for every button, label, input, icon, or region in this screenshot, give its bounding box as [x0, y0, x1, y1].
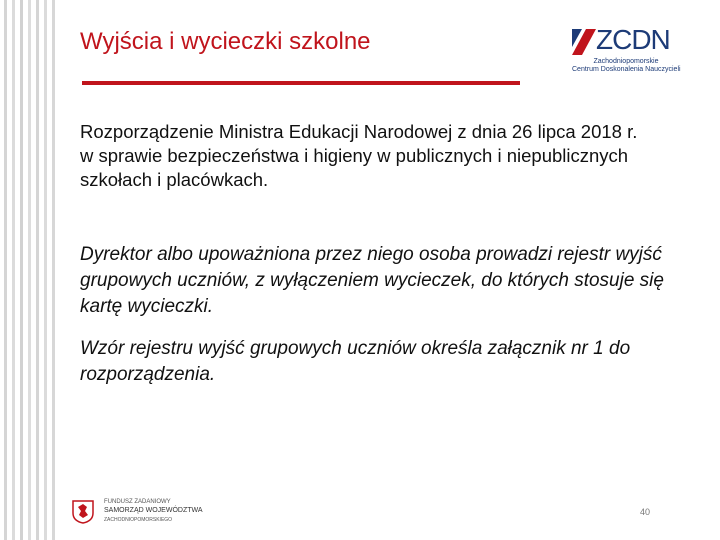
register-paragraph: Dyrektor albo upoważniona przez niego osoba prowadzi rejestr wyjść grupowych uczniów, z wyłączeniem wycieczek, do których stosuje się kartę wycieczki. — [80, 244, 664, 317]
footer-logo-line-1: FUNDUSZ ZADANIOWY — [104, 499, 171, 505]
footer-sponsor-logo — [72, 498, 202, 528]
zcdn-logo-subtitle-1: Zachodniopomorskie — [593, 58, 659, 65]
zcdn-logo-subtitle-2: Centrum Doskonalenia Nauczycieli — [572, 66, 681, 73]
zcdn-logo-letters: ZCDN — [596, 24, 670, 55]
regulation-paragraph: Rozporządzenie Ministra Edukacji Narodowej z dnia 26 lipca 2018 r. w sprawie bezpieczeństwa i higieny w publicznych i niepublicznych szkołach i placówkach. — [80, 121, 638, 190]
footer-logo-line-2: SAMORZĄD WOJEWÓDZTWA — [104, 507, 203, 514]
title-underline — [82, 81, 520, 85]
register-template-paragraph: Wzór rejestru wyjść grupowych uczniów określa załącznik nr 1 do rozporządzenia. — [80, 338, 631, 385]
decorative-handwriting-strip — [0, 0, 58, 540]
page-title: Wyjścia i wycieczki szkolne — [80, 28, 371, 55]
footer-logo-line-3: ZACHODNIOPOMORSKIEGO — [104, 517, 173, 523]
zcdn-logo — [572, 24, 681, 74]
griffin-crest-icon — [72, 500, 94, 524]
page-number: 40 — [640, 507, 651, 517]
zcdn-logo-mark-icon — [572, 29, 596, 55]
